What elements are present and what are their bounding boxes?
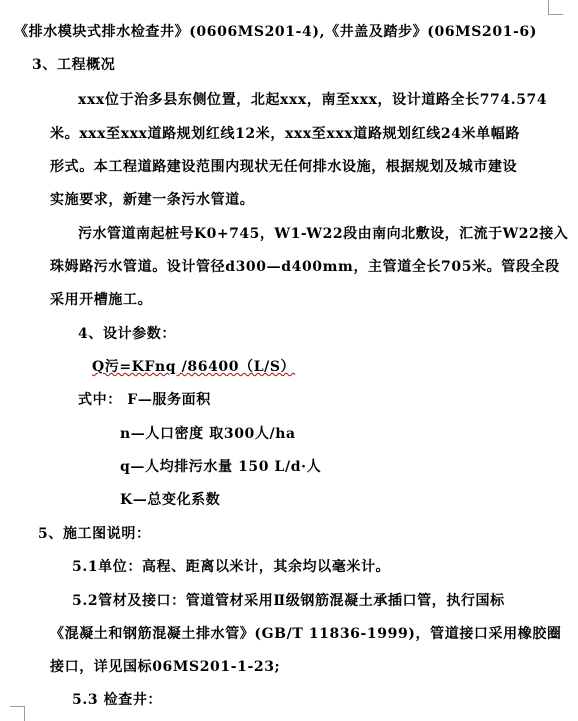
item-5-3-heading: 5.3 检查井： bbox=[72, 692, 163, 708]
sewer-paragraph-line-2: 珠姆路污水管道。设计管径d300—d400mm，主管道全长705米。管段全段 bbox=[50, 259, 560, 275]
formula-where-q: q—人均排污水量 150 L/d·人 bbox=[120, 459, 322, 475]
item-5-1-units: 5.1单位：高程、距离以米计，其余均以毫米计。 bbox=[72, 559, 391, 575]
sewer-paragraph-line-3: 采用开槽施工。 bbox=[50, 292, 153, 308]
flow-formula: Q污=KFnq /86400（L/S） bbox=[92, 359, 296, 375]
item-5-2-line-3: 接口，详见国标06MS201-1-23; bbox=[50, 659, 281, 675]
item-5-2-line-2: 《混凝土和钢筋混凝土排水管》(GB/T 11836-1999)，管道接口采用橡胶圈 bbox=[50, 626, 562, 642]
overview-paragraph-line-2: 米。xxx至xxx道路规划红线12米，xxx至xxx道路规划红线24米单幅路 bbox=[50, 126, 520, 142]
section-5-heading: 5、施工图说明： bbox=[38, 526, 151, 542]
section-4-heading: 4、设计参数： bbox=[78, 326, 176, 342]
overview-paragraph-line-4: 实施要求，新建一条污水管道。 bbox=[50, 192, 255, 208]
overview-paragraph-line-3: 形式。本工程道路建设范围内现状无任何排水设施，根据规划及城市建设 bbox=[50, 159, 518, 175]
section-3-heading: 3、工程概况 bbox=[32, 57, 116, 73]
formula-where-f: 式中： F—服务面积 bbox=[78, 392, 211, 408]
reference-standards-line: 《排水模块式排水检查井》(0606MS201-4),《井盖及踏步》(06MS201-6) bbox=[14, 24, 537, 40]
crop-mark-top-right bbox=[548, 0, 563, 15]
formula-where-n: n—人口密度 取300人/ha bbox=[120, 426, 296, 442]
sewer-paragraph-line-1: 污水管道南起桩号K0+745，W1-W22段由南向北敷设，汇流于W22接入 bbox=[78, 226, 569, 242]
crop-mark-bottom-left bbox=[10, 706, 25, 721]
item-5-2-line-1: 5.2管材及接口：管道管材采用Ⅱ级钢筋混凝土承插口管，执行国标 bbox=[72, 593, 505, 609]
formula-where-k: K—总变化系数 bbox=[120, 492, 221, 508]
overview-paragraph-line-1: xxx位于治多县东侧位置，北起xxx，南至xxx，设计道路全长774.574 bbox=[78, 92, 548, 108]
